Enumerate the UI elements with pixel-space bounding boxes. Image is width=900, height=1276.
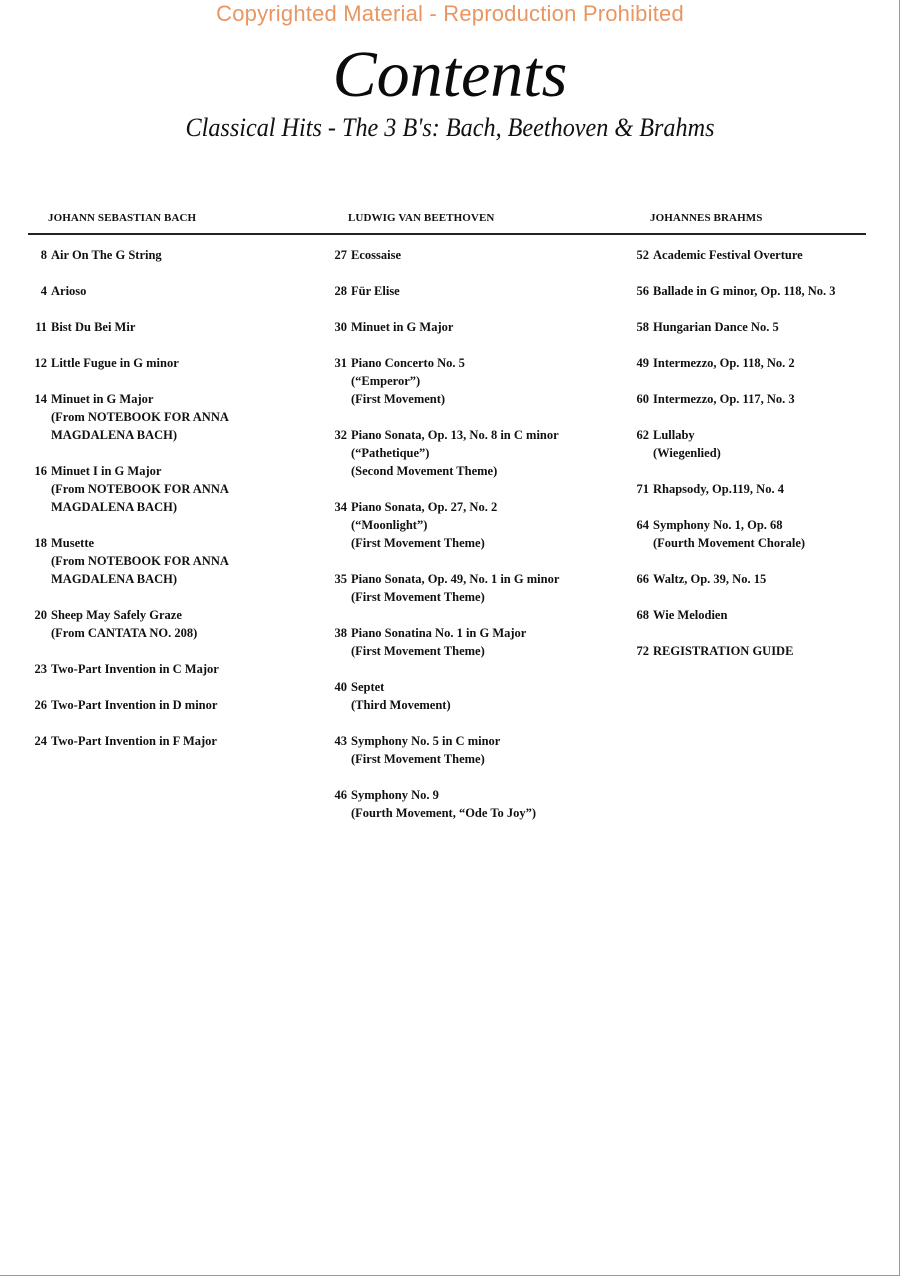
contents-entry (328, 318, 628, 336)
piece-subtitle: (Third Movement) (351, 698, 451, 712)
contents-entry (630, 606, 890, 624)
page-title: Contents (332, 38, 568, 111)
page-number: 38 (334, 626, 347, 640)
entry-title (653, 354, 890, 372)
page-number: 28 (334, 284, 347, 298)
entry-title (653, 318, 890, 336)
entry-title (51, 282, 318, 300)
page-number: 49 (636, 356, 649, 370)
entry-title (51, 696, 318, 714)
contents-entry (28, 606, 318, 642)
page-number: 62 (636, 428, 649, 442)
piece-title: Academic Festival Overture (653, 248, 803, 262)
contents-entry (630, 282, 890, 300)
piece-subtitle: (From CANTATA NO. 208) (51, 626, 198, 640)
bach-column (28, 211, 318, 768)
entry-title (653, 570, 890, 588)
contents-entry (28, 534, 318, 588)
page-number: 56 (636, 284, 649, 298)
contents-entry (28, 246, 318, 264)
piece-title: Minuet in G Major (351, 320, 454, 334)
contents-entry (328, 426, 628, 480)
entry-title (51, 606, 318, 642)
composer-heading: LUDWIG VAN BEETHOVEN (348, 212, 495, 224)
page-number: 72 (636, 644, 649, 658)
piece-title: Hungarian Dance No. 5 (653, 320, 779, 334)
page-number: 46 (334, 788, 347, 802)
page-number: 32 (334, 428, 347, 442)
piece-title: Piano Sonata, Op. 27, No. 2 (351, 500, 498, 514)
contents-entry (630, 354, 890, 372)
page-number: 34 (334, 500, 347, 514)
beethoven-column (328, 211, 628, 840)
page-number: 60 (636, 392, 649, 406)
entry-title (653, 480, 890, 498)
piece-title: Piano Sonatina No. 1 in G Major (351, 626, 527, 640)
page-subtitle: Classical Hits - The 3 B's: Bach, Beethoven & Brahms (185, 113, 715, 142)
page-number: 30 (334, 320, 347, 334)
piece-title: Rhapsody, Op.119, No. 4 (653, 482, 784, 496)
piece-title: Intermezzo, Op. 118, No. 2 (653, 356, 795, 370)
contents-entry (630, 570, 890, 588)
piece-subtitle: (First Movement Theme) (351, 536, 485, 550)
page-number: 64 (636, 518, 649, 532)
contents-entry (630, 318, 890, 336)
entry-title (653, 606, 890, 624)
contents-entry (28, 732, 318, 750)
entry-title (653, 516, 890, 552)
page-number: 24 (34, 734, 47, 748)
piece-title: Minuet in G Major (51, 392, 154, 406)
piece-title: Minuet I in G Major (51, 464, 162, 478)
contents-entry (328, 678, 628, 714)
piece-subtitle: (From NOTEBOOK FOR ANNA (51, 482, 229, 496)
piece-title: Piano Concerto No. 5 (351, 356, 465, 370)
entry-title (51, 390, 318, 444)
entry-title (51, 732, 318, 750)
contents-entry (28, 390, 318, 444)
page-number: 11 (35, 320, 47, 334)
contents-entry (28, 660, 318, 678)
contents-list (328, 246, 628, 822)
page-number: 16 (34, 464, 47, 478)
piece-title: Sheep May Safely Graze (51, 608, 182, 622)
contents-entry (630, 480, 890, 498)
piece-title: Für Elise (351, 284, 400, 298)
piece-subtitle: (Fourth Movement Chorale) (653, 536, 806, 550)
entry-title (351, 246, 628, 264)
piece-title: Air On The G String (51, 248, 162, 262)
piece-subtitle: MAGDALENA BACH) (51, 572, 178, 586)
piece-title: Intermezzo, Op. 117, No. 3 (653, 392, 795, 406)
contents-entry (630, 642, 890, 660)
page-number: 8 (40, 248, 47, 262)
entry-title (51, 354, 318, 372)
contents-entry (28, 462, 318, 516)
piece-subtitle: (First Movement Theme) (351, 752, 485, 766)
entry-title (351, 786, 628, 822)
entry-title (351, 426, 628, 480)
piece-subtitle: (First Movement) (351, 392, 446, 406)
contents-entry (28, 696, 318, 714)
piece-title: Arioso (51, 284, 87, 298)
page-number: 43 (334, 734, 347, 748)
contents-entry (630, 426, 890, 462)
piece-title: Piano Sonata, Op. 13, No. 8 in C minor (351, 428, 559, 442)
contents-entry (28, 318, 318, 336)
piece-title: Lullaby (653, 428, 695, 442)
piece-title: Septet (351, 680, 385, 694)
entry-title (351, 498, 628, 552)
entry-title (351, 354, 628, 408)
piece-title: Two-Part Invention in D minor (51, 698, 218, 712)
contents-list (630, 246, 890, 660)
page-number: 71 (636, 482, 649, 496)
piece-subtitle: (First Movement Theme) (351, 644, 485, 658)
page-number: 68 (636, 608, 649, 622)
contents-entry (328, 624, 628, 660)
entry-title (51, 318, 318, 336)
entry-title (653, 426, 890, 462)
piece-title: Bist Du Bei Mir (51, 320, 136, 334)
contents-entry (630, 246, 890, 264)
contents-list (28, 246, 318, 750)
contents-entry (328, 570, 628, 606)
entry-title (51, 246, 318, 264)
entry-title (351, 282, 628, 300)
entry-title (653, 246, 890, 264)
piece-title: Two-Part Invention in F Major (51, 734, 217, 748)
page-number: 52 (636, 248, 649, 262)
entry-title (351, 678, 628, 714)
contents-entry (328, 246, 628, 264)
contents-entry (28, 354, 318, 372)
piece-title: Waltz, Op. 39, No. 15 (653, 572, 767, 586)
entry-title (653, 282, 890, 300)
piece-title: Symphony No. 9 (351, 788, 439, 802)
entry-title (351, 732, 628, 768)
contents-entry (328, 786, 628, 822)
entry-title (51, 534, 318, 588)
contents-entry (630, 516, 890, 552)
contents-entry (328, 732, 628, 768)
page-number: 18 (34, 536, 47, 550)
page-number: 35 (334, 572, 347, 586)
page-number: 23 (34, 662, 47, 676)
piece-subtitle: (From NOTEBOOK FOR ANNA (51, 554, 229, 568)
page-number: 14 (34, 392, 47, 406)
contents-entry (328, 354, 628, 408)
composer-heading: JOHANNES BRAHMS (650, 212, 763, 224)
piece-subtitle: (Wiegenlied) (653, 446, 721, 460)
piece-subtitle: (First Movement Theme) (351, 590, 485, 604)
page-number: 27 (334, 248, 347, 262)
page-number: 58 (636, 320, 649, 334)
piece-subtitle: (“Emperor”) (351, 374, 421, 388)
piece-subtitle: MAGDALENA BACH) (51, 428, 178, 442)
contents-entry (328, 498, 628, 552)
piece-title: Ballade in G minor, Op. 118, No. 3 (653, 284, 836, 298)
page-number: 4 (40, 284, 47, 298)
entry-title (351, 318, 628, 336)
piece-subtitle: MAGDALENA BACH) (51, 500, 178, 514)
piece-title: Little Fugue in G minor (51, 356, 179, 370)
entry-title (51, 660, 318, 678)
piece-title: REGISTRATION GUIDE (653, 644, 794, 658)
piece-title: Two-Part Invention in C Major (51, 662, 219, 676)
piece-subtitle: (“Moonlight”) (351, 518, 428, 532)
entry-title (51, 462, 318, 516)
copyright-watermark: Copyrighted Material - Reproduction Prohibited (216, 1, 684, 26)
piece-title: Symphony No. 5 in C minor (351, 734, 501, 748)
entry-title (351, 624, 628, 660)
piece-title: Wie Melodien (653, 608, 728, 622)
page-number: 20 (34, 608, 47, 622)
page-number: 26 (34, 698, 47, 712)
brahms-column (630, 211, 890, 678)
page-number: 66 (636, 572, 649, 586)
piece-subtitle: (“Pathetique”) (351, 446, 430, 460)
contents-entry (28, 282, 318, 300)
piece-subtitle: (From NOTEBOOK FOR ANNA (51, 410, 229, 424)
entry-title (653, 390, 890, 408)
piece-subtitle: (Fourth Movement, “Ode To Joy”) (351, 806, 537, 820)
page-number: 40 (334, 680, 347, 694)
page-number: 31 (334, 356, 347, 370)
piece-subtitle: (Second Movement Theme) (351, 464, 498, 478)
page-number: 12 (34, 356, 47, 370)
contents-entry (630, 390, 890, 408)
composer-heading: JOHANN SEBASTIAN BACH (48, 212, 197, 224)
piece-title: Piano Sonata, Op. 49, No. 1 in G minor (351, 572, 560, 586)
piece-title: Musette (51, 536, 95, 550)
piece-title: Ecossaise (351, 248, 401, 262)
entry-title (653, 642, 890, 660)
entry-title (351, 570, 628, 606)
contents-entry (328, 282, 628, 300)
piece-title: Symphony No. 1, Op. 68 (653, 518, 783, 532)
